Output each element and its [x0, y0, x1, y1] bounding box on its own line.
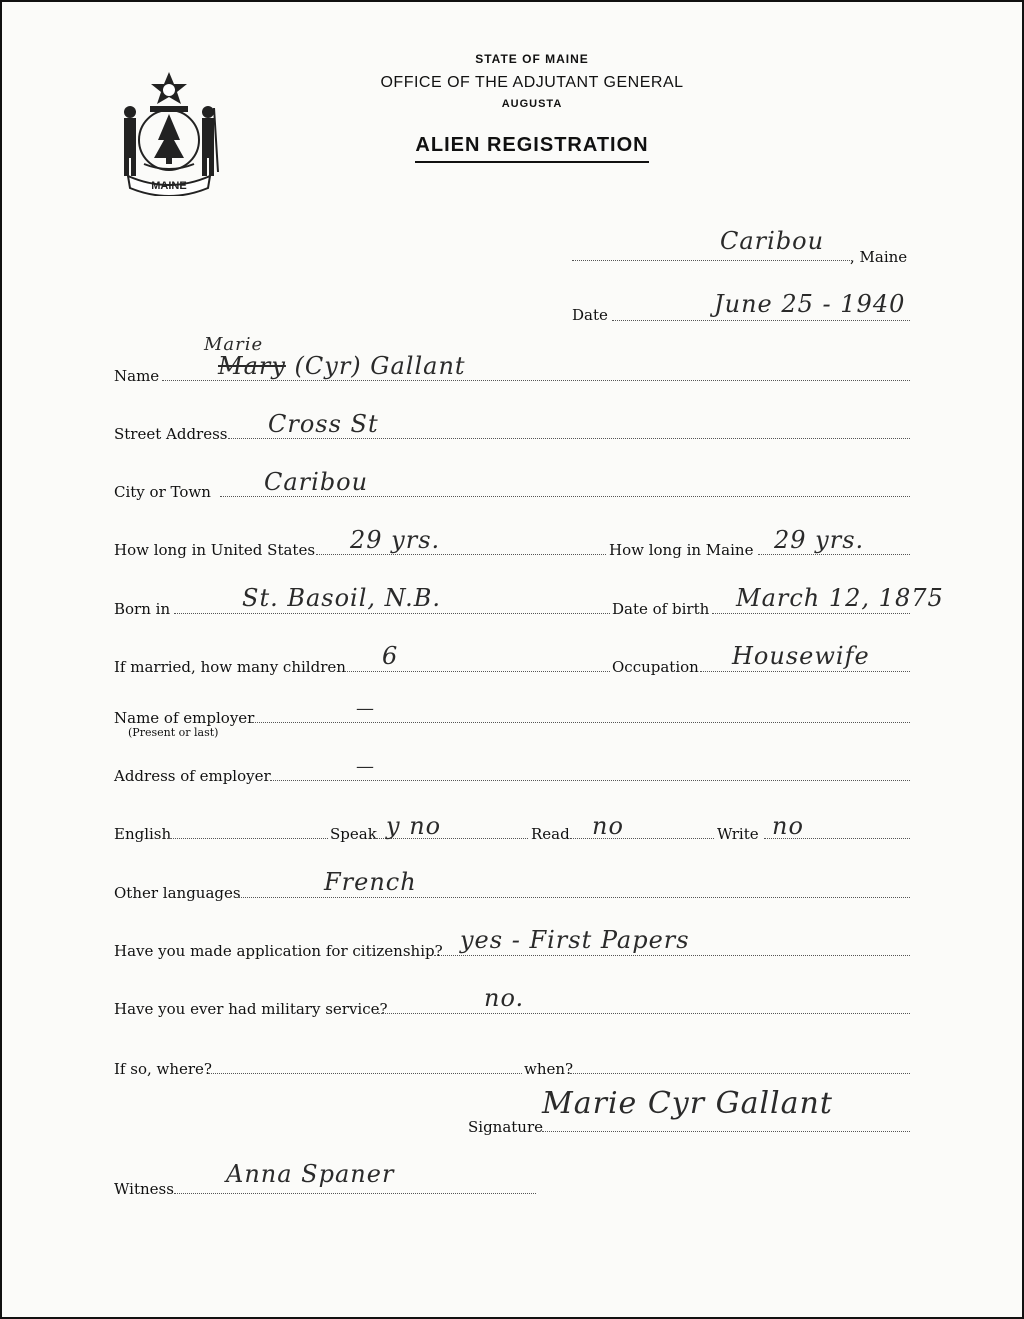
- name-correction[interactable]: Marie: [204, 334, 264, 355]
- occupation-line: [700, 671, 910, 672]
- other-lang-label: Other languages: [114, 884, 241, 902]
- employer-sublabel: (Present or last): [128, 726, 219, 739]
- us-value[interactable]: 29 yrs.: [350, 526, 441, 554]
- date-line: [612, 320, 910, 321]
- employer-label: Name of employer: [114, 709, 255, 727]
- where-line: [208, 1073, 522, 1074]
- seal-banner-text: MAINE: [151, 180, 187, 192]
- town-suffix: , Maine: [850, 248, 908, 266]
- state-heading: STATE OF MAINE: [475, 52, 589, 66]
- citizenship-label: Have you made application for citizenship?: [114, 942, 443, 960]
- name-value[interactable]: Mary (Cyr) Gallant: [218, 352, 466, 380]
- when-line: [570, 1073, 910, 1074]
- children-value[interactable]: 6: [382, 642, 399, 670]
- military-label: Have you ever had military service?: [114, 1000, 388, 1018]
- witness-value[interactable]: Anna Spaner: [226, 1160, 395, 1188]
- date-label: Date: [572, 306, 608, 324]
- dob-value[interactable]: March 12, 1875: [736, 584, 944, 612]
- military-value[interactable]: no.: [484, 984, 525, 1012]
- children-label: If married, how many children: [114, 658, 346, 676]
- city-label: City or Town: [114, 483, 211, 501]
- speak-label: Speak: [330, 825, 377, 843]
- write-label: Write: [717, 825, 759, 843]
- emp-address-label: Address of employer: [114, 767, 271, 785]
- us-line: [316, 554, 606, 555]
- military-line: [378, 1013, 910, 1014]
- town-line: [572, 260, 852, 261]
- town-value[interactable]: Caribou: [720, 227, 825, 255]
- english-label: English: [114, 825, 172, 843]
- born-line: [174, 613, 610, 614]
- citizenship-line: [434, 955, 910, 956]
- english-line: [168, 838, 328, 839]
- dob-label: Date of birth: [612, 600, 710, 618]
- dob-line: [712, 613, 910, 614]
- speak-value[interactable]: y no: [386, 812, 442, 840]
- other-lang-line: [236, 897, 910, 898]
- maine-line: [758, 554, 910, 555]
- employer-value[interactable]: —: [356, 698, 375, 719]
- maine-value[interactable]: 29 yrs.: [774, 526, 865, 554]
- when-label: when?: [524, 1060, 574, 1078]
- write-value[interactable]: no: [772, 812, 804, 840]
- signature-line: [542, 1131, 910, 1132]
- emp-address-value[interactable]: —: [356, 756, 375, 777]
- city-heading: AUGUSTA: [501, 98, 563, 110]
- children-line: [344, 671, 610, 672]
- city-value[interactable]: Caribou: [264, 468, 369, 496]
- street-value[interactable]: Cross St: [268, 410, 379, 438]
- street-line: [228, 438, 910, 439]
- read-value[interactable]: no: [592, 812, 624, 840]
- emp-address-line: [270, 780, 910, 781]
- signature-value[interactable]: Marie Cyr Gallant: [542, 1086, 833, 1121]
- born-label: Born in: [114, 600, 171, 618]
- other-lang-value[interactable]: French: [324, 868, 417, 896]
- born-value[interactable]: St. Basoil, N.B.: [242, 584, 442, 612]
- form-title: ALIEN REGISTRATION: [415, 134, 648, 163]
- witness-line: [174, 1193, 536, 1194]
- form-header: [2, 52, 1022, 163]
- occupation-value[interactable]: Housewife: [732, 642, 870, 670]
- citizenship-value[interactable]: yes - First Papers: [460, 926, 690, 954]
- where-label: If so, where?: [114, 1060, 212, 1078]
- city-line: [220, 496, 910, 497]
- date-value[interactable]: June 25 - 1940: [714, 290, 906, 318]
- street-label: Street Address: [114, 425, 228, 443]
- name-label: Name: [114, 367, 160, 385]
- witness-label: Witness: [114, 1180, 174, 1198]
- signature-label: Signature: [468, 1118, 544, 1136]
- occupation-label: Occupation: [612, 658, 699, 676]
- office-heading: OFFICE OF THE ADJUTANT GENERAL: [380, 74, 684, 91]
- employer-line: [252, 722, 910, 723]
- read-label: Read: [531, 825, 570, 843]
- name-line: [162, 380, 910, 381]
- maine-label: How long in Maine: [609, 541, 754, 559]
- us-label: How long in United States: [114, 541, 316, 559]
